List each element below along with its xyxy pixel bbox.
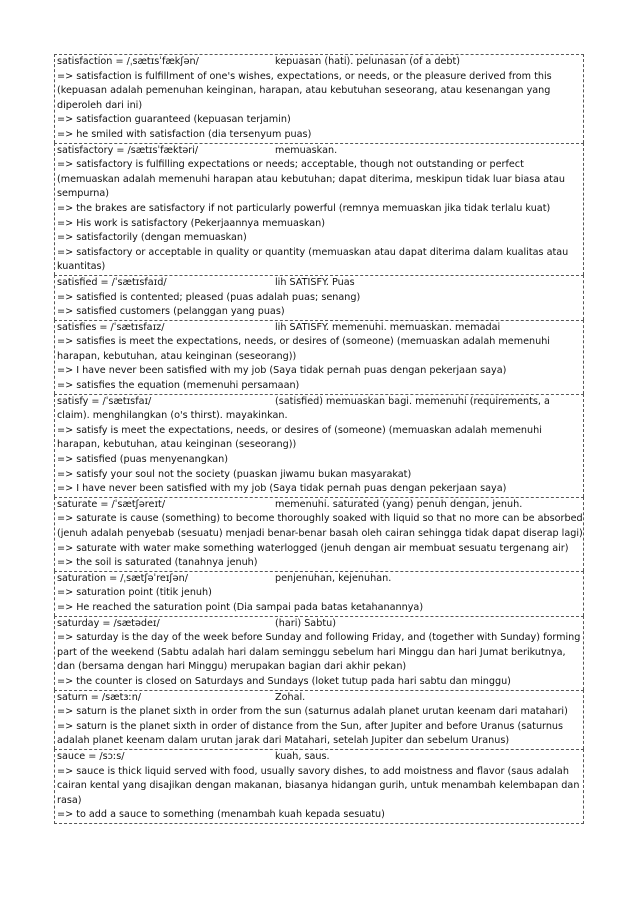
entry-example-line: => saturn is the planet sixth in order of distance from the Sun, after Jupiter and before Uranus (saturnus adalah planet keenam dalam urutan jarak dari Matahari, setelah Jupiter dan sebelum Uranus) (57, 720, 564, 747)
entry-example-line: => satisfy is meet the expectations, needs, or desires of (someone) (memuaskan adalah memenuhi harapan, kebutuhan, atau keinginan (seseorang)) (57, 424, 542, 451)
entry-heading-row (57, 572, 583, 587)
entry-headword: saturn = /sætɜːn/ (57, 691, 142, 703)
entry-example-line: => I have never been satisfied with my job (Saya tidak pernah puas dengan pekerjaan saya) (57, 365, 507, 377)
entry-example-line: => satisfactorily (dengan memuaskan) (57, 232, 247, 244)
entry-headword: satisfactory = /sætɪsˈfæktəri/ (57, 144, 199, 156)
entry-example-line: => he smiled with satisfaction (dia tersenyum puas) (57, 128, 312, 140)
entry-translation: kepuasan (hati). pelunasan (of a debt) (275, 56, 461, 67)
entry-heading-row (57, 321, 583, 336)
entry-example-line: => satisfaction guaranteed (kepuasan terjamin) (57, 114, 291, 126)
dictionary-entry (54, 749, 584, 824)
entry-example-line: => the soil is saturated (tanahnya jenuh) (57, 557, 258, 569)
entry-example-line: => satisfaction is fulfillment of one's wishes, expectations, or needs, or the pleasure derived from this (kepuasan adalah pemenuhan keinginan, harapan, atau kebutuhan seseorang, atau kesenangan yang diperoleh dari ini) (57, 70, 552, 111)
entry-heading-row (57, 750, 583, 765)
entry-example-line: => satisfactory is fulfilling expectations or needs; acceptable, though not outstanding or perfect (memuaskan adalah memenuhi harapan atau kebutuhan; dapat diterima, meskipun tidak luar biasa atau sempurna) (57, 159, 565, 200)
entry-headword: saturday = /sætədeɪ/ (57, 617, 160, 629)
dictionary-entry (54, 497, 584, 571)
entry-translation: memuaskan. (275, 144, 338, 156)
entry-example-line: => His work is satisfactory (Pekerjaannya memuaskan) (57, 217, 326, 229)
entry-example-line: => saturation point (titik jenuh) (57, 587, 212, 599)
entry-headword: satisfy = /ˈsætɪsfaɪ/ (57, 395, 152, 407)
dictionary-entry (54, 616, 584, 690)
entry-heading-row (57, 617, 583, 632)
entry-translation: lih SATISFY. memenuhi. memuaskan. memadai (275, 321, 501, 333)
entry-headword: sauce = /sɔːs/ (57, 750, 125, 762)
dictionary-page (54, 54, 584, 824)
entry-translation: (hari) Sabtu) (275, 617, 336, 629)
dictionary-entry (54, 54, 584, 143)
entry-example-line: => satisfies is meet the expectations, needs, or desires of (someone) (memuaskan adalah memenuhi harapan, kebutuhan, atau keinginan (seseorang)) (57, 336, 550, 362)
entry-headword: satisfied = /ˈsætɪsfaɪd/ (57, 276, 167, 288)
entry-heading-row (57, 395, 583, 424)
entry-headword: satisfaction = /ˌsætɪsˈfækʃən/ (57, 56, 199, 67)
entry-example-line: => I have never been satisfied with my job (Saya tidak pernah puas dengan pekerjaan saya) (57, 483, 507, 495)
entry-example-line: => sauce is thick liquid served with food, usually savory dishes, to add moistness and flavor (saus adalah cairan kental yang disajikan dengan makanan, biasanya hidangan gurih, untuk menambah kelembapan dan rasa) (57, 765, 580, 806)
entry-headword: saturate = /ˈsætʃəreɪt/ (57, 498, 166, 510)
entry-heading-row (57, 55, 583, 70)
entry-example-line: => saturn is the planet sixth in order from the sun (saturnus adalah planet urutan keenam dari matahari) (57, 706, 568, 718)
entry-example-line: => satisfied customers (pelanggan yang puas) (57, 306, 285, 318)
dictionary-entry (54, 320, 584, 394)
entry-example-line: => He reached the saturation point (Dia sampai pada batas ketahanannya) (57, 601, 424, 613)
entry-example-line: => saturate is cause (something) to become thoroughly soaked with liquid so that no more can be absorbed (jenuh adalah penyebab (sesuatu) menjadi benar-benar basah oleh cairan sehingga tidak dapat diserap lagi) (57, 513, 583, 539)
entry-translation: Zohal. (275, 691, 306, 703)
entry-headword: satisfies = /ˈsætɪsfaɪz/ (57, 321, 165, 333)
entry-heading-row (57, 144, 583, 159)
entry-translation: (satisfied) memuaskan bagi. memenuhi (requirements, a claim). menghilangkan (o's thirst). mayakinkan. (57, 395, 550, 422)
entry-translation: kuah, saus. (275, 750, 330, 762)
entry-example-line: => saturate with water make something waterlogged (jenuh dengan air membuat sesuatu tergenang air) (57, 542, 569, 554)
entry-translation: memenuhi. saturated (yang) penuh dengan, jenuh. (275, 498, 523, 510)
entry-heading-row (57, 276, 583, 291)
entry-example-line: => satisfies the equation (memenuhi persamaan) (57, 380, 300, 392)
entry-translation: lih SATISFY. Puas (275, 276, 355, 288)
entry-example-line: => satisfied (puas menyenangkan) (57, 454, 229, 466)
dictionary-entry (54, 690, 584, 749)
entry-heading-row (57, 691, 583, 706)
entry-example-line: => satisfactory or acceptable in quality or quantity (memuaskan atau dapat diterima dalam kualitas atau kuantitas) (57, 246, 569, 273)
entry-example-line: => saturday is the day of the week before Sunday and following Friday, and (together with Sunday) forming part of the weekend (Sabtu adalah hari dalam seminggu sebelum hari Minggu dan hari Jumat berikutnya, dan (bersama dengan hari Minggu) merupakan bagian dari akhir pekan) (57, 632, 581, 673)
entry-example-line: => to add a sauce to something (menambah kuah kepada sesuatu) (57, 809, 385, 821)
dictionary-entry (54, 143, 584, 275)
entry-example-line: => the counter is closed on Saturdays and Sundays (loket tutup pada hari sabtu dan minggu) (57, 675, 511, 687)
entry-example-line: => satisfy your soul not the society (puaskan jiwamu bukan masyarakat) (57, 468, 412, 480)
entry-translation: penjenuhan, kejenuhan. (275, 572, 392, 584)
dictionary-entry (54, 394, 584, 497)
entry-heading-row (57, 498, 583, 513)
entry-headword: saturation = /ˌsætʃəˈreɪʃən/ (57, 572, 188, 584)
entry-example-line: => satisfied is contented; pleased (puas adalah puas; senang) (57, 291, 361, 303)
dictionary-entry (54, 571, 584, 616)
dictionary-entry (54, 275, 584, 320)
entry-example-line: => the brakes are satisfactory if not particularly powerful (remnya memuaskan jika tidak terlalu kuat) (57, 202, 551, 214)
